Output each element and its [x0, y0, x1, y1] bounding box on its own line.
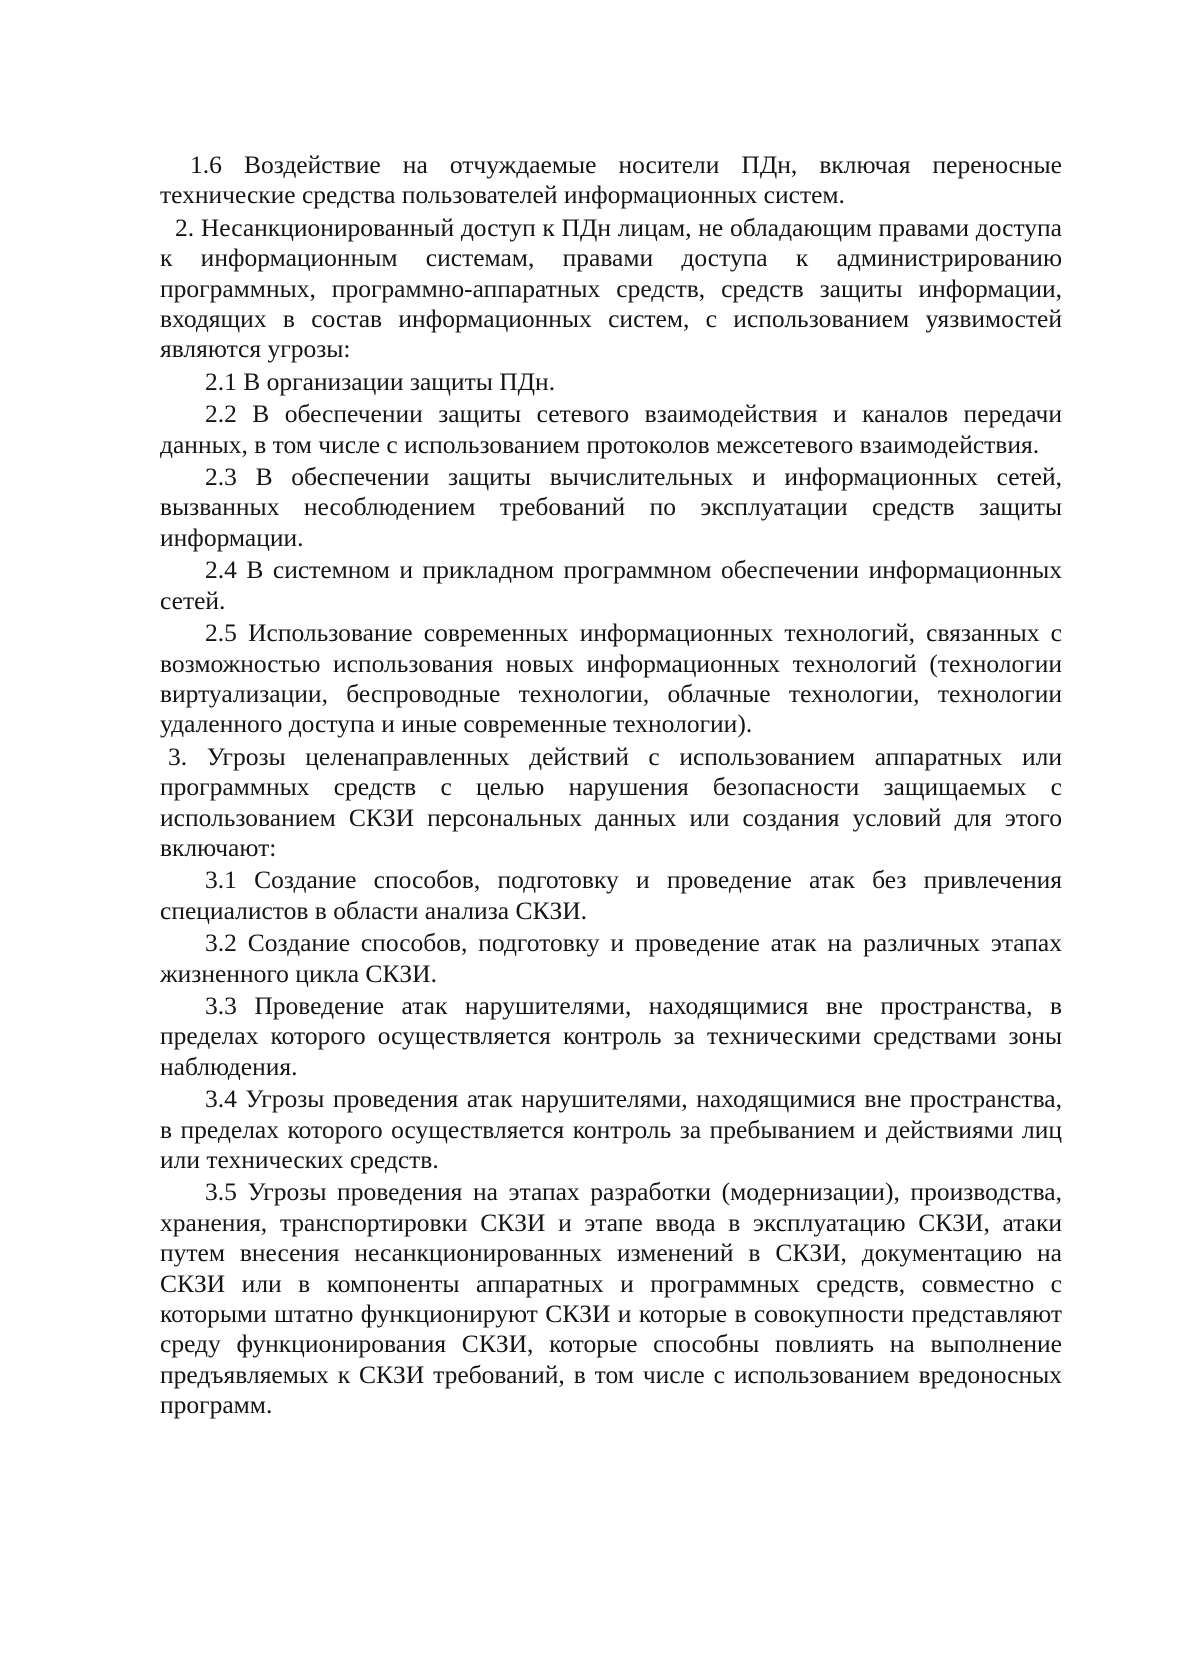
- paragraph-2: 2. Несанкционированный доступ к ПДн лицам, не обладающим правами доступа к информационным системам, правами доступа к администрированию программных, программно-аппаратных средств, средств защиты информации, входящих в состав информационных систем, с использованием уязвимостей являются угрозы:: [160, 212, 1062, 364]
- paragraph-3-5: 3.5 Угрозы проведения на этапах разработки (модернизации), производства, хранения, транспортировки СКЗИ и этапе ввода в эксплуатацию СКЗИ, атаки путем внесения несанкционированных изменений в СКЗИ, документацию на СКЗИ или в компоненты аппаратных и программных средств, совместно с которыми штатно функционируют СКЗИ и которые в совокупности представляют среду функционирования СКЗИ, которые способны повлиять на выполнение предъявляемых к СКЗИ требований, в том числе с использованием вредоносных программ.: [160, 1177, 1062, 1420]
- paragraph-2-5: 2.5 Использование современных информационных технологий, связанных с возможностью использования новых информационных технологий (технологии виртуализации, беспроводные технологии, облачные технологии, технологии удаленного доступа и иные современные технологии).: [160, 618, 1062, 739]
- paragraph-3-4: 3.4 Угрозы проведения атак нарушителями, находящимися вне пространства, в пределах которого осуществляется контроль за пребыванием и действиями лиц или технических средств.: [160, 1084, 1062, 1174]
- paragraph-2-4: 2.4 В системном и прикладном программном обеспечении информационных сетей.: [160, 555, 1062, 615]
- paragraph-3: 3. Угрозы целенаправленных действий с использованием аппаратных или программных средств с целью нарушения безопасности защищаемых с использованием СКЗИ персональных данных или создания условий для этого включают:: [160, 741, 1062, 862]
- paragraph-3-1: 3.1 Создание способов, подготовку и проведение атак без привлечения специалистов в области анализа СКЗИ.: [160, 865, 1062, 925]
- paragraph-2-2: 2.2 В обеспечении защиты сетевого взаимодействия и каналов передачи данных, в том числе с использованием протоколов межсетевого взаимодействия.: [160, 399, 1062, 459]
- document-body: [160, 150, 1062, 1421]
- paragraph-2-3: 2.3 В обеспечении защиты вычислительных и информационных сетей, вызванных несоблюдением требований по эксплуатации средств защиты информации.: [160, 462, 1062, 552]
- paragraph-3-2: 3.2 Создание способов, подготовку и проведение атак на различных этапах жизненного цикла СКЗИ.: [160, 928, 1062, 988]
- paragraph-1-6: 1.6 Воздействие на отчуждаемые носители ПДн, включая переносные технические средства пользователей информационных систем.: [160, 150, 1062, 210]
- paragraph-2-1: 2.1 В организации защиты ПДн.: [205, 366, 556, 396]
- paragraph-3-3: 3.3 Проведение атак нарушителями, находящимися вне пространства, в пределах которого осуществляется контроль за техническими средствами зоны наблюдения.: [160, 990, 1062, 1081]
